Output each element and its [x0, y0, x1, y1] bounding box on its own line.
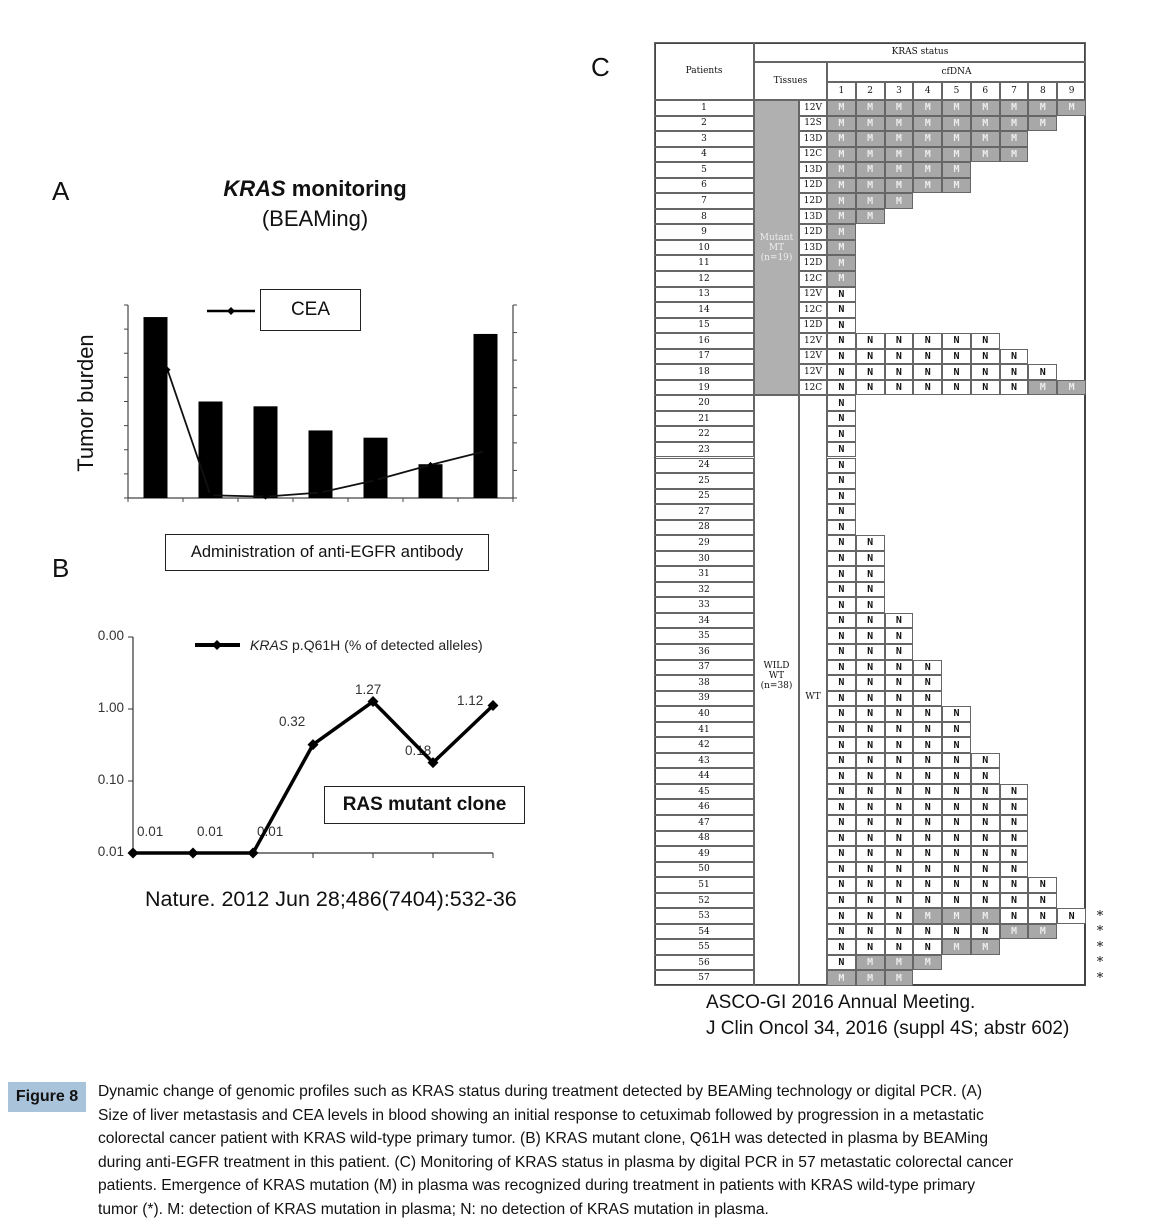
- group-wild-sub: WT: [799, 395, 827, 986]
- kras-q61h-line: [133, 702, 493, 853]
- data-label: 0.01: [137, 824, 164, 839]
- patient-number: 1: [654, 100, 754, 116]
- cfdna-row-values: NMMM: [827, 955, 942, 971]
- cfdna-row-values: MMM: [827, 970, 913, 986]
- legend-marker-kras: [212, 640, 222, 650]
- patient-number: 29: [654, 535, 754, 551]
- tissue-mutation: 12C: [799, 271, 827, 287]
- bar-tumor-burden: [364, 438, 388, 498]
- title-kras: KRAS: [223, 176, 286, 201]
- patient-number: 53: [654, 908, 754, 924]
- tissue-mutation: 12V: [799, 349, 827, 365]
- y-tick-label: 0.00: [97, 628, 124, 643]
- legend-cea: CEA: [290, 299, 331, 320]
- patient-number: 46: [654, 799, 754, 815]
- y-tick-label: 0.10: [97, 772, 124, 787]
- header-cfdna-col: 8: [1028, 82, 1057, 100]
- panel-label-a: A: [52, 176, 70, 206]
- patient-number: 15: [654, 318, 754, 334]
- patient-number: 27: [654, 504, 754, 520]
- panel-c-citation-1: ASCO-GI 2016 Annual Meeting.: [706, 992, 976, 1013]
- cfdna-row-values: M: [827, 255, 856, 271]
- cfdna-row-values: N: [827, 442, 856, 458]
- cfdna-row-values: MMMMMMMMM: [827, 100, 1086, 116]
- data-label: 0.18: [405, 742, 432, 758]
- cfdna-row-values: N: [827, 504, 856, 520]
- bar-tumor-burden: [309, 430, 333, 498]
- cfdna-row-values: MMMMM: [827, 178, 971, 194]
- tissue-mutation: 13D: [799, 162, 827, 178]
- caption-line: Size of liver metastasis and CEA levels in blood showing an initial response to cetuximab followed by progression in a metastatic: [98, 1106, 984, 1124]
- group-mutant: [754, 100, 799, 395]
- cfdna-row-values: NNNNN: [827, 706, 971, 722]
- tissue-mutation: 12D: [799, 318, 827, 334]
- cfdna-row-values: MMMMM: [827, 162, 971, 178]
- group-mutant-label: (n=19): [760, 252, 793, 263]
- tissue-mutation: 12V: [799, 333, 827, 349]
- cfdna-row-values: N: [827, 411, 856, 427]
- panel-label-c: C: [591, 52, 610, 82]
- cfdna-row-values: NNNNNNN: [827, 784, 1028, 800]
- patient-number: 8: [654, 209, 754, 225]
- data-label: 0.01: [197, 824, 224, 839]
- header-cfdna-col: 3: [885, 82, 914, 100]
- patient-number: 28: [654, 520, 754, 536]
- data-label: 1.27: [355, 681, 382, 697]
- panel-b-citation: Nature. 2012 Jun 28;486(7404):532-36: [145, 887, 517, 911]
- patient-number: 3: [654, 131, 754, 147]
- cfdna-row-values: NNNN: [827, 675, 942, 691]
- header-cfdna-col: 7: [1000, 82, 1029, 100]
- patient-number: 48: [654, 831, 754, 847]
- tissue-mutation: 13D: [799, 131, 827, 147]
- patient-number: 45: [654, 784, 754, 800]
- patient-number: 35: [654, 628, 754, 644]
- data-label: 0.01: [257, 824, 284, 839]
- cfdna-row-values: NN: [827, 597, 885, 613]
- panel-a-subtitle: (BEAMing): [261, 206, 369, 231]
- cfdna-row-values: NNN: [827, 613, 913, 629]
- cfdna-row-values: NNNNNNN: [827, 846, 1028, 862]
- patient-number: 55: [654, 939, 754, 955]
- patient-number: 24: [654, 458, 754, 474]
- patient-number: 44: [654, 768, 754, 784]
- patient-number: 50: [654, 862, 754, 878]
- cfdna-row-values: NNNNNNNN: [827, 877, 1057, 893]
- group-wild-label: (n=38): [760, 680, 793, 691]
- patient-number: 13: [654, 287, 754, 303]
- cfdna-row-values: N: [827, 426, 856, 442]
- cfdna-row-values: NNNNNNN: [827, 831, 1028, 847]
- patient-number: 9: [654, 224, 754, 240]
- tissue-mutation: 12C: [799, 380, 827, 396]
- group-mutant-label: Mutant: [759, 232, 794, 243]
- tissue-mutation: 12V: [799, 100, 827, 116]
- bar-tumor-burden: [419, 464, 443, 498]
- cfdna-row-values: M: [827, 224, 856, 240]
- cfdna-row-values: NN: [827, 566, 885, 582]
- patient-number: 18: [654, 364, 754, 380]
- cfdna-row-values: NNNNN: [827, 737, 971, 753]
- title-rest: monitoring: [285, 176, 407, 201]
- cfdna-row-values: NNNNNNN: [827, 815, 1028, 831]
- patient-number: 22: [654, 426, 754, 442]
- caption-line: patients. Emergence of KRAS mutation (M) in plasma was recognized during treatment in patients with KRAS wild-type primary: [98, 1177, 976, 1195]
- patient-number: 40: [654, 706, 754, 722]
- tissue-mutation: 12D: [799, 224, 827, 240]
- cfdna-row-values: NNNNNNMM: [827, 924, 1057, 940]
- cfdna-row-values: NNN: [827, 628, 913, 644]
- kras-q61h-point: [188, 848, 199, 859]
- patient-number: 36: [654, 644, 754, 660]
- header-cfdna-col: 4: [913, 82, 942, 100]
- patient-number: 38: [654, 675, 754, 691]
- cfdna-row-values: N: [827, 473, 856, 489]
- kras-q61h-point: [128, 848, 139, 859]
- patient-number: 54: [654, 924, 754, 940]
- patient-number: 21: [654, 411, 754, 427]
- header-cfdna-col: 5: [942, 82, 971, 100]
- y-tick-label: 0.01: [97, 844, 124, 859]
- legend-marker-cea: [227, 307, 235, 315]
- asterisk-marker: *: [1096, 955, 1104, 971]
- panel-a-ylabel: Tumor burden: [73, 334, 98, 472]
- panel-label-b: B: [52, 553, 70, 583]
- cfdna-row-values: M: [827, 271, 856, 287]
- cfdna-row-values: N: [827, 318, 856, 334]
- legend-kras: KRAS: [250, 637, 289, 653]
- cfdna-row-values: NNNNNNN: [827, 862, 1028, 878]
- cfdna-row-values: NNNNNN: [827, 753, 1000, 769]
- patient-number: 32: [654, 582, 754, 598]
- patient-number: 34: [654, 613, 754, 629]
- cfdna-row-values: NNNNNNN: [827, 799, 1028, 815]
- tissue-mutation: 12D: [799, 255, 827, 271]
- cfdna-row-values: MMMMMMM: [827, 131, 1028, 147]
- header-cfdna-col: 2: [856, 82, 885, 100]
- cfdna-row-values: N: [827, 489, 856, 505]
- data-label: 1.12: [457, 693, 484, 709]
- bar-tumor-burden: [199, 402, 223, 499]
- tissue-mutation: 12V: [799, 287, 827, 303]
- cfdna-row-values: NNNNNN: [827, 333, 1000, 349]
- asterisk-marker: *: [1096, 908, 1104, 924]
- cfdna-row-values: NNNN: [827, 691, 942, 707]
- cfdna-row-values: NNNNMM: [827, 939, 1000, 955]
- cfdna-row-values: N: [827, 302, 856, 318]
- tissue-mutation: 12D: [799, 178, 827, 194]
- caption-line: colorectal cancer patient with KRAS wild-type primary tumor. (B) KRAS mutant clone, Q61H was detected in plasma by BEAMing: [98, 1130, 989, 1148]
- cfdna-row-values: M: [827, 240, 856, 256]
- data-label: 0.32: [279, 713, 306, 729]
- patient-number: 37: [654, 660, 754, 676]
- cfdna-row-values: NN: [827, 582, 885, 598]
- patient-number: 19: [654, 380, 754, 396]
- patient-number: 23: [654, 442, 754, 458]
- cfdna-row-values: MMM: [827, 193, 913, 209]
- header-patients: Patients: [654, 42, 754, 100]
- patient-number: 25: [654, 489, 754, 505]
- cfdna-row-values: MM: [827, 209, 885, 225]
- caption-line: Dynamic change of genomic profiles such as KRAS status during treatment detected by BEAMing technology or digital PCR. (A): [98, 1083, 983, 1100]
- cfdna-row-values: NNNMMMNNN: [827, 908, 1086, 924]
- patient-number: 33: [654, 597, 754, 613]
- patient-number: 11: [654, 255, 754, 271]
- cfdna-row-values: NNNN: [827, 660, 942, 676]
- patient-number: 41: [654, 722, 754, 738]
- panel-c-citation-2: J Clin Oncol 34, 2016 (suppl 4S; abstr 602): [706, 1018, 1070, 1039]
- legend-rest: p.Q61H (% of detected alleles): [288, 637, 483, 653]
- patient-number: 31: [654, 566, 754, 582]
- tissue-mutation: 12S: [799, 116, 827, 132]
- cfdna-row-values: NN: [827, 535, 885, 551]
- patient-number: 42: [654, 737, 754, 753]
- bar-tumor-burden: [254, 406, 278, 498]
- patient-number: 47: [654, 815, 754, 831]
- tissue-mutation: 13D: [799, 209, 827, 225]
- patient-number: 4: [654, 147, 754, 163]
- cfdna-row-values: N: [827, 520, 856, 536]
- asterisk-marker: *: [1096, 970, 1104, 986]
- patient-number: 14: [654, 302, 754, 318]
- patient-number: 6: [654, 178, 754, 194]
- patient-number: 52: [654, 893, 754, 909]
- header-cfdna-col: 6: [971, 82, 1000, 100]
- patient-number: 12: [654, 271, 754, 287]
- cfdna-row-values: NNNNNNNMM: [827, 380, 1086, 396]
- figure-badge: Figure 8: [8, 1082, 86, 1112]
- group-wild-label: WILD: [763, 660, 790, 671]
- tissue-mutation: 12C: [799, 147, 827, 163]
- group-wild: [754, 395, 799, 986]
- group-mutant-label: MT: [768, 242, 785, 253]
- patient-number: 17: [654, 349, 754, 365]
- header-kras-status: KRAS status: [754, 42, 1086, 62]
- y-tick-label: 1.00: [97, 700, 124, 715]
- caption-line: during anti-EGFR treatment in this patient. (C) Monitoring of KRAS status in plasma by digital PCR in 57 metastatic colorectal cancer: [98, 1153, 1014, 1171]
- patient-number: 51: [654, 877, 754, 893]
- header-cfdna-col: 1: [827, 82, 856, 100]
- cfdna-row-values: NNN: [827, 644, 913, 660]
- cfdna-row-values: NNNNNNN: [827, 349, 1028, 365]
- patient-number: 20: [654, 395, 754, 411]
- patient-number: 49: [654, 846, 754, 862]
- xlabel: Administration of anti-EGFR antibody: [190, 543, 464, 561]
- bar-tumor-burden: [474, 334, 498, 498]
- tissue-mutation: 12V: [799, 364, 827, 380]
- patient-number: 43: [654, 753, 754, 769]
- tissue-mutation: 12D: [799, 193, 827, 209]
- asterisk-marker: *: [1096, 924, 1104, 940]
- header-cfdna-col: 9: [1057, 82, 1086, 100]
- patient-number: 5: [654, 162, 754, 178]
- tissue-mutation: 13D: [799, 240, 827, 256]
- caption-line: tumor (*). M: detection of KRAS mutation in plasma; N: no detection of KRAS mutation in plasma.: [98, 1201, 769, 1218]
- asterisk-marker: *: [1096, 939, 1104, 955]
- group-wild-label: WT: [768, 670, 785, 681]
- header-tissues: Tissues: [754, 62, 827, 100]
- cfdna-row-values: N: [827, 395, 856, 411]
- ras-mutant-clone-label: RAS mutant clone: [342, 794, 507, 815]
- tissue-mutation: 12C: [799, 302, 827, 318]
- cfdna-row-values: NNNNN: [827, 722, 971, 738]
- cfdna-row-values: NN: [827, 551, 885, 567]
- patient-number: 25: [654, 473, 754, 489]
- cfdna-row-values: N: [827, 458, 856, 474]
- patient-number: 39: [654, 691, 754, 707]
- patient-number: 57: [654, 970, 754, 986]
- patient-number: 2: [654, 116, 754, 132]
- bar-tumor-burden: [144, 317, 168, 498]
- patient-number: 10: [654, 240, 754, 256]
- header-cfdna: cfDNA: [827, 62, 1086, 82]
- cfdna-row-values: NNNNNNNN: [827, 364, 1057, 380]
- cfdna-row-values: NNNNNN: [827, 768, 1000, 784]
- cfdna-row-values: MMMMMMM: [827, 147, 1028, 163]
- cfdna-row-values: NNNNNNNN: [827, 893, 1057, 909]
- patient-number: 16: [654, 333, 754, 349]
- cfdna-row-values: MMMMMMMM: [827, 116, 1057, 132]
- patient-number: 56: [654, 955, 754, 971]
- patient-number: 7: [654, 193, 754, 209]
- patient-number: 30: [654, 551, 754, 567]
- cfdna-row-values: N: [827, 287, 856, 303]
